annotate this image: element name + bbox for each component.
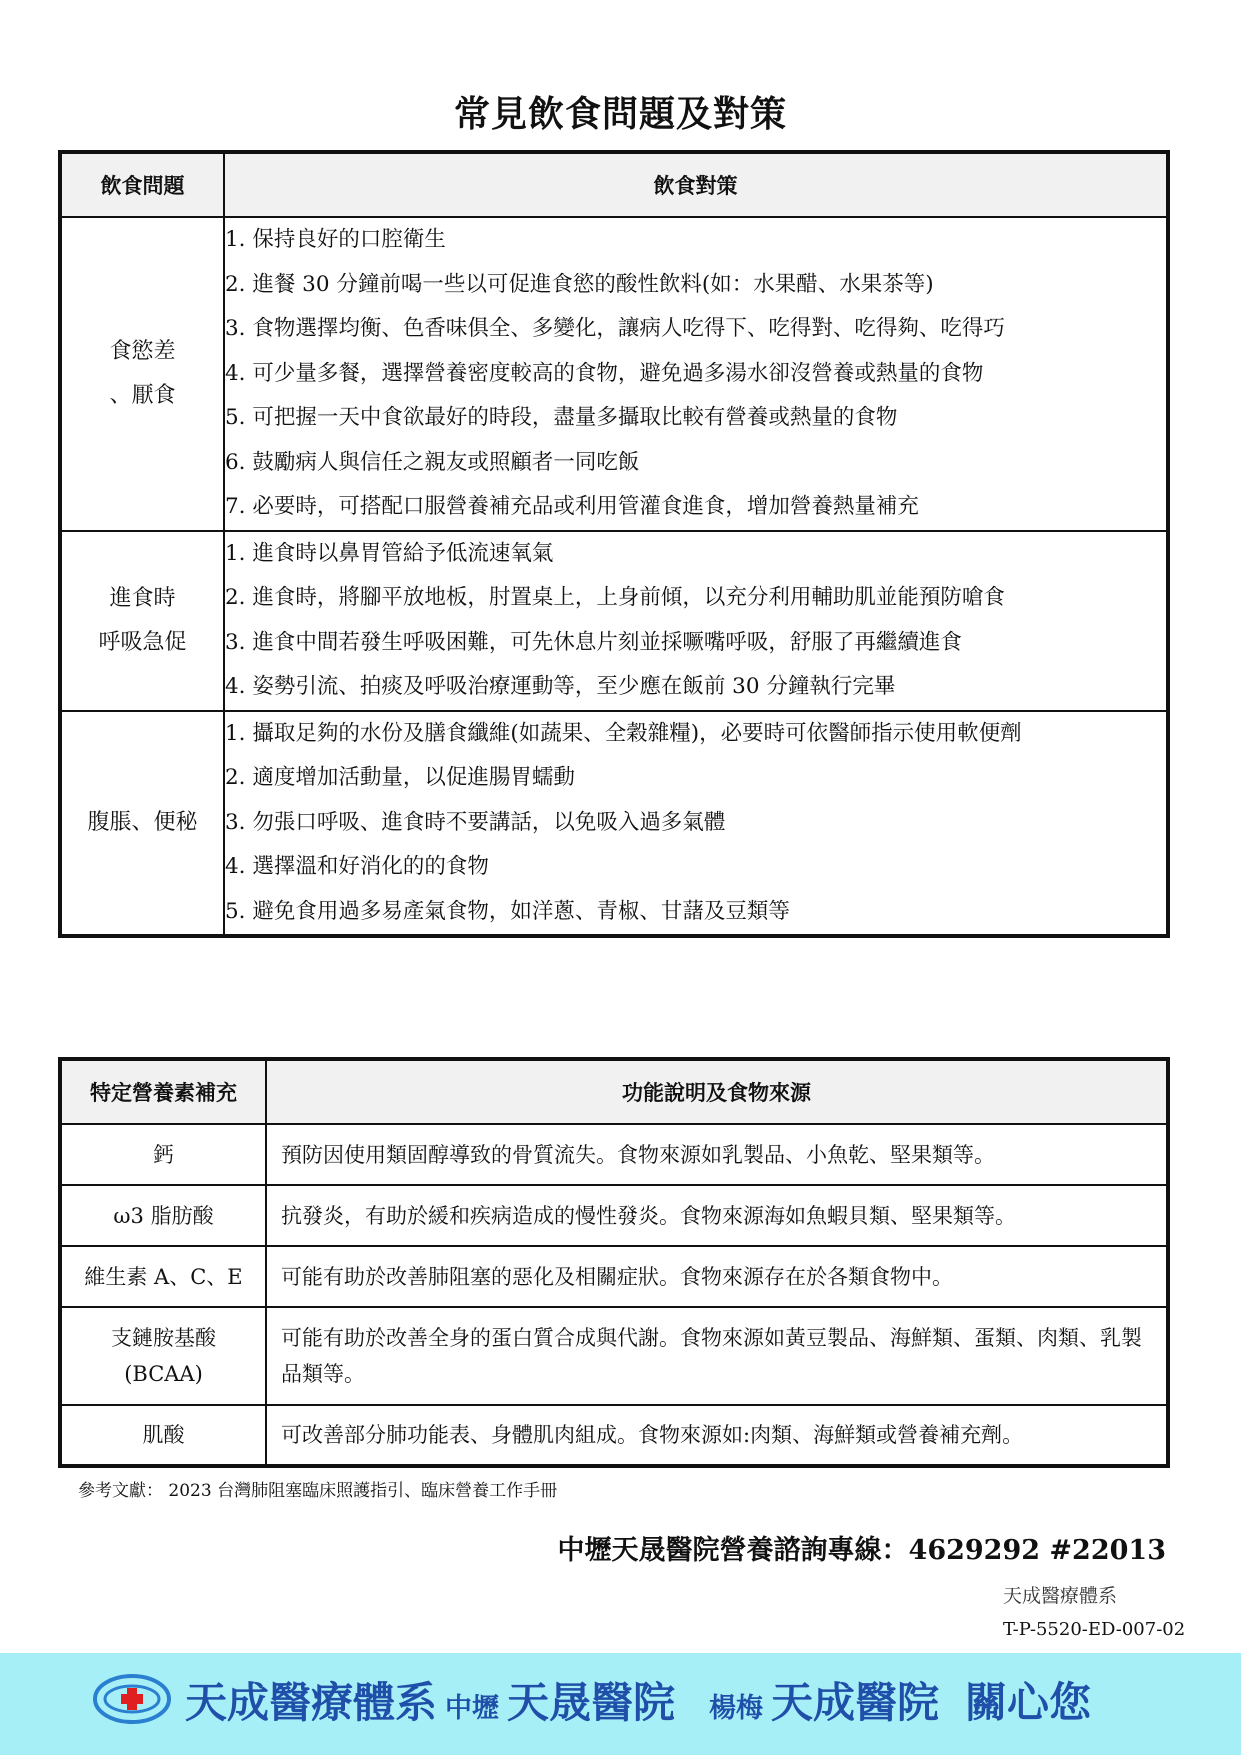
nutrition-hotline: 中壢天晟醫院營養諮詢專線：4629292 #22013: [557, 1535, 1166, 1566]
nutrient-supplement-table: [58, 1057, 1170, 1468]
nutrient-cell: [60, 1307, 266, 1405]
function-cell: 可能有助於改善肺阻塞的惡化及相關症狀。食物來源存在於各類食物中。: [266, 1246, 1168, 1307]
table-row: [60, 1405, 1168, 1466]
problem-label: 進食時: [109, 585, 176, 611]
list-item: 2. 進餐 30 分鐘前喝一些以可促進食慾的酸性飲料(如：水果醋、水果茶等): [225, 271, 934, 297]
strategy-cell: [224, 531, 1168, 711]
nutrient-cell: [60, 1124, 266, 1185]
table-row: [60, 217, 1168, 531]
banner-place-1: 中壢: [445, 1693, 500, 1724]
red-cross-logo-icon: [92, 1669, 172, 1733]
table-row: [60, 1185, 1168, 1246]
table-row: [60, 1307, 1168, 1405]
banner-system-name: 天成醫療體系: [185, 1678, 438, 1727]
organization-name: 天成醫療體系: [1003, 1585, 1118, 1607]
table-header-row: [60, 152, 1168, 217]
nutrient-label: 肌酸: [142, 1423, 185, 1447]
problem-label: 、厭食: [109, 382, 176, 408]
banner-tagline: 關心您: [965, 1678, 1092, 1727]
column-header-strategy: 飲食對策: [224, 152, 1168, 217]
reference-note: 參考文獻： 2023 台灣肺阻塞臨床照護指引、臨床營養工作手冊: [78, 1481, 558, 1501]
list-item: 1. 攝取足夠的水份及膳食纖維(如蔬果、全穀雜糧)，必要時可依醫師指示使用軟便劑: [225, 720, 1022, 746]
list-item: 3. 食物選擇均衡、色香味俱全、多變化，讓病人吃得下、吃得對、吃得夠、吃得巧: [225, 316, 1005, 341]
diet-problems-table: [58, 150, 1170, 938]
nutrient-label: 支鏈胺基酸: [111, 1326, 216, 1350]
nutrient-cell: [60, 1246, 266, 1307]
table-row: [60, 1124, 1168, 1185]
list-item: 2. 進食時，將腳平放地板，肘置桌上，上身前傾，以充分利用輔助肌並能預防嗆食: [225, 585, 1005, 610]
table-row: [60, 531, 1168, 711]
function-cell: 可改善部分肺功能表、身體肌肉組成。食物來源如:肉類、海鮮類或營養補充劑。: [266, 1405, 1168, 1466]
column-header-function: 功能說明及食物來源: [266, 1059, 1168, 1124]
problem-label: 食慾差: [109, 338, 176, 364]
problem-cell: [60, 531, 224, 711]
problem-cell: [60, 711, 224, 937]
footer-banner: [0, 1653, 1241, 1755]
strategy-cell: [224, 711, 1168, 937]
table-row: [60, 711, 1168, 937]
table-header-row: [60, 1059, 1168, 1124]
nutrient-cell: [60, 1405, 266, 1466]
table-row: [60, 1246, 1168, 1307]
nutrient-cell: [60, 1185, 266, 1246]
function-cell: 預防因使用類固醇導致的骨質流失。食物來源如乳製品、小魚乾、堅果類等。: [266, 1124, 1168, 1185]
list-item: 5. 避免食用過多易產氣食物，如洋蔥、青椒、甘藷及豆類等: [225, 898, 790, 924]
list-item: 4. 選擇溫和好消化的的食物: [225, 854, 489, 879]
banner-hospital-2: 天成醫院: [771, 1678, 940, 1727]
list-item: 2. 適度增加活動量，以促進腸胃蠕動: [225, 765, 575, 790]
problem-label: 腹脹、便秘: [87, 809, 198, 835]
list-item: 3. 勿張口呼吸、進食時不要講話，以免吸入過多氣體: [225, 809, 726, 835]
list-item: 4. 姿勢引流、拍痰及呼吸治療運動等，至少應在飯前 30 分鐘執行完畢: [225, 674, 896, 699]
strategy-cell: [224, 217, 1168, 531]
list-item: 5. 可把握一天中食欲最好的時段，盡量多攝取比較有營養或熱量的食物: [225, 405, 898, 430]
function-cell: 抗發炎，有助於緩和疾病造成的慢性發炎。食物來源海如魚蝦貝類、堅果類等。: [266, 1185, 1168, 1246]
nutrient-label: 鈣: [153, 1142, 174, 1167]
banner-place-2: 楊梅: [709, 1693, 764, 1724]
problem-cell: [60, 217, 224, 531]
column-header-problem: 飲食問題: [60, 152, 224, 217]
banner-text: [185, 1675, 1091, 1737]
nutrient-label: (BCAA): [124, 1362, 203, 1386]
list-item: 3. 進食中間若發生呼吸困難，可先休息片刻並採噘嘴呼吸，舒服了再繼續進食: [225, 629, 962, 655]
document-number: T-P-5520-ED-007-02: [1003, 1619, 1186, 1640]
nutrient-label: ω3 脂肪酸: [113, 1203, 214, 1228]
banner-hospital-1: 天晟醫院: [507, 1678, 676, 1727]
page-title: 常見飲食問題及對策: [453, 93, 787, 135]
list-item: 6. 鼓勵病人與信任之親友或照顧者一同吃飯: [225, 449, 640, 475]
nutrient-label: 維生素 A、C、E: [84, 1264, 243, 1289]
list-item: 1. 進食時以鼻胃管給予低流速氧氣: [225, 540, 554, 566]
problem-label: 呼吸急促: [98, 629, 187, 655]
list-item: 1. 保持良好的口腔衛生: [225, 227, 446, 252]
column-header-nutrient: 特定營養素補充: [60, 1059, 266, 1124]
list-item: 7. 必要時，可搭配口服營養補充品或利用管灌食進食，增加營養熱量補充: [225, 494, 919, 519]
list-item: 4. 可少量多餐，選擇營養密度較高的食物，避免過多湯水卻沒營養或熱量的食物: [225, 360, 984, 386]
function-cell: 可能有助於改善全身的蛋白質合成與代謝。食物來源如黃豆製品、海鮮類、蛋類、肉類、乳製品類等。: [266, 1307, 1168, 1405]
